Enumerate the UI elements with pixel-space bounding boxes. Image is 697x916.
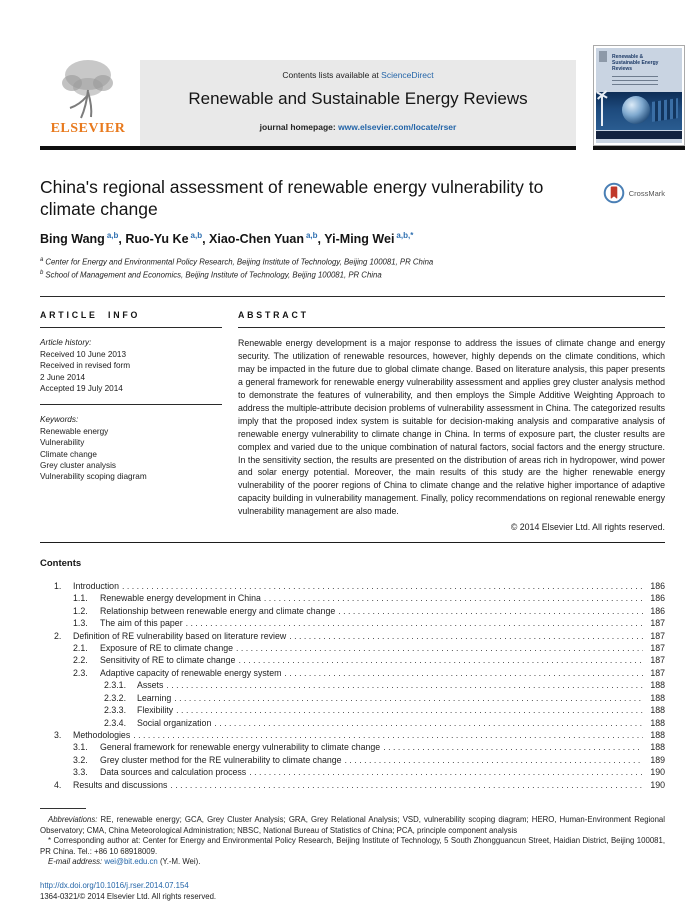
toc-label: General framework for renewable energy vulnerability to climate change bbox=[100, 742, 381, 753]
crossmark-icon bbox=[603, 182, 625, 204]
toc-number: 3. bbox=[54, 729, 62, 740]
toc-number: 2.2. bbox=[73, 655, 88, 666]
toc-number: 2.1. bbox=[73, 643, 88, 654]
toc-number: 1.2. bbox=[73, 605, 88, 616]
toc-dot-leader bbox=[174, 692, 643, 704]
keyword: Grey cluster analysis bbox=[40, 461, 116, 470]
article-history-label: Article history: bbox=[40, 338, 92, 348]
toc-entry[interactable] bbox=[40, 729, 665, 741]
email-link[interactable]: wei@bit.edu.cn bbox=[104, 857, 158, 867]
author: Ruo-Yu Ke $^{a,b}$, bbox=[125, 231, 210, 247]
toc-label: Exposure of RE to climate change bbox=[100, 643, 234, 654]
contents-heading: Contents bbox=[40, 558, 82, 570]
author-line bbox=[40, 231, 665, 246]
cover-journal-title: Renewable & Sustainable Energy Reviews bbox=[612, 54, 659, 72]
toc-dot-leader bbox=[338, 605, 643, 617]
affiliation: $^b$ School of Management and Economics, Beijing Institute of Technology, Beijing 100081, PR China bbox=[40, 270, 382, 280]
toc-label: Data sources and calculation process bbox=[100, 767, 247, 778]
toc-page: 190 bbox=[650, 779, 665, 790]
toc-label: Methodologies bbox=[73, 729, 131, 740]
history-line: Received in revised form bbox=[40, 361, 131, 371]
toc-label: Renewable energy development in China bbox=[100, 593, 261, 604]
history-line: Received 10 June 2013 bbox=[40, 349, 127, 359]
article-info-column bbox=[40, 310, 222, 532]
toc-entry[interactable] bbox=[40, 605, 665, 617]
toc-number: 1. bbox=[54, 581, 62, 592]
toc-label: Definition of RE vulnerability based on literature review bbox=[73, 630, 287, 641]
toc-page: 186 bbox=[650, 605, 665, 616]
author-affiliation-sup: a,b bbox=[106, 231, 119, 240]
toc-page: 188 bbox=[650, 717, 665, 728]
journal-cover-thumbnail bbox=[593, 45, 685, 146]
author: Bing Wang $^{a,b}$, bbox=[40, 231, 126, 247]
toc-entry[interactable] bbox=[40, 679, 665, 691]
toc-dot-leader bbox=[238, 654, 643, 666]
toc-dot-leader bbox=[289, 630, 643, 642]
toc-dot-leader bbox=[176, 704, 643, 716]
toc-page: 188 bbox=[650, 692, 665, 703]
crossmark-badge[interactable] bbox=[603, 182, 665, 204]
abbreviations-label: Abbreviations: bbox=[48, 814, 98, 824]
history-line: Accepted 19 July 2014 bbox=[40, 383, 123, 393]
elsevier-logo bbox=[40, 56, 136, 146]
toc-page: 187 bbox=[650, 630, 665, 641]
toc-dot-leader bbox=[122, 580, 643, 592]
affiliation: $^a$ Center for Energy and Environmental Policy Research, Beijing Institute of Technology, Beijing 100081, PR China bbox=[40, 257, 434, 267]
toc-number: 3.2. bbox=[73, 754, 88, 765]
toc-number: 3.1. bbox=[73, 742, 88, 753]
footnote-rule bbox=[40, 808, 86, 809]
toc-label: Sensitivity of RE to climate change bbox=[100, 655, 236, 666]
toc-entry[interactable] bbox=[40, 580, 665, 592]
corresponding-author-note: * Corresponding author at: Center for Energy and Environmental Policy Research, Beijing Institute of Technology, 5 South Zhongguancun Street, Haidian District, Beijing 100081, PR China. Tel.: +86 10 68918009. bbox=[40, 836, 665, 856]
history-line: 2 June 2014 bbox=[40, 372, 86, 382]
abstract-text: Renewable energy development is a major response to address the issues of climate change and energy security. The utilization of renewable resources, however, highly depends on the climate conditions, which may be impacted in the future due to global climate change. Based on literature analysis, this paper presents a general framework for renewable energy vulnerability assessment and applies grey cluster analysis method to demonstrate the features of vulnerability, and then employs the Simple Additive Weighting Approach to address the multiple-attribute decision problems of vulnerability assessment in China. The categorized results imply that the proposed index system is suitable for decision-making analysis and comparative analysis of renewable energy vulnerability to climate change in China. In terms of exposure part, the cluster results are complex and varied due to the unique combination of natural factors, social factors and the energy structure. In the sensitivity section, the results are presented on the distribution of areas rich in hydropower, wind power and solar energy potential. Moreover, the main results of this study are the higher renewable energy vulnerability of the poorer regions of China to climate change and the relative higher importance of adaptive capacity building in vulnerability management. Finally, policy recommendations on regional renewable energy vulnerability management are also made. bbox=[238, 338, 665, 517]
toc-label: Social organization bbox=[137, 717, 212, 728]
contents-available-line bbox=[140, 60, 576, 80]
toc-page: 188 bbox=[650, 729, 665, 740]
author-affiliation-sup: a,b bbox=[305, 231, 318, 240]
journal-homepage-link[interactable]: www.elsevier.com/locate/rser bbox=[338, 122, 457, 132]
toc-entry[interactable] bbox=[40, 779, 665, 791]
toc-number: 3.3. bbox=[73, 767, 88, 778]
toc-entry[interactable] bbox=[40, 717, 665, 729]
toc-number: 2. bbox=[54, 630, 62, 641]
email-label: E-mail address: bbox=[48, 857, 103, 867]
email-note bbox=[40, 857, 665, 868]
journal-homepage-line bbox=[140, 122, 576, 132]
toc-label: Assets bbox=[137, 680, 164, 691]
abbreviations-note bbox=[40, 815, 665, 836]
article-info-heading: ARTICLE INFO bbox=[40, 310, 141, 321]
toc-entry[interactable] bbox=[40, 654, 665, 666]
abstract-column bbox=[238, 310, 665, 532]
toc-dot-leader bbox=[166, 679, 643, 691]
toc-entry[interactable] bbox=[40, 692, 665, 704]
cover-elsevier-mark bbox=[599, 51, 607, 62]
toc-entry[interactable] bbox=[40, 630, 665, 642]
toc-dot-leader bbox=[214, 717, 643, 729]
keyword: Climate change bbox=[40, 449, 97, 459]
table-of-contents bbox=[40, 580, 665, 791]
toc-label: The aim of this paper bbox=[100, 618, 183, 629]
abstract-bottom-rule bbox=[40, 542, 665, 543]
contents-available-prefix: Contents lists available at bbox=[282, 70, 382, 80]
toc-dot-leader bbox=[383, 741, 643, 753]
solar-panel-graphic bbox=[652, 98, 678, 122]
keywords-rule bbox=[40, 404, 222, 405]
article-title: China's regional assessment of renewable energy vulnerability to climate change bbox=[40, 177, 544, 219]
toc-number: 1.1. bbox=[73, 593, 88, 604]
article-content bbox=[40, 176, 665, 902]
cover-bottom-band bbox=[596, 131, 682, 139]
toc-dot-leader bbox=[249, 766, 643, 778]
doi-link[interactable]: http://dx.doi.org/10.1016/j.rser.2014.07.154 bbox=[40, 880, 189, 890]
journal-cover-art bbox=[596, 48, 682, 143]
author: Xiao-Chen Yuan $^{a,b}$, bbox=[209, 231, 325, 247]
abstract-rule bbox=[238, 327, 665, 328]
toc-entry[interactable] bbox=[40, 754, 665, 766]
toc-entry[interactable] bbox=[40, 704, 665, 716]
abstract-heading: ABSTRACT bbox=[238, 310, 309, 321]
elsevier-tree-icon bbox=[57, 56, 119, 120]
article-info-rule bbox=[40, 327, 222, 328]
toc-dot-leader bbox=[345, 754, 643, 766]
toc-page: 186 bbox=[650, 581, 665, 592]
header-divider-bar-right bbox=[593, 146, 685, 150]
toc-number: 2.3.4. bbox=[104, 717, 127, 728]
toc-page: 188 bbox=[650, 680, 665, 691]
cover-editor-lines bbox=[612, 76, 658, 88]
cover-photo bbox=[596, 92, 682, 130]
toc-page: 188 bbox=[650, 742, 665, 753]
journal-title: Renewable and Sustainable Energy Reviews bbox=[188, 89, 528, 108]
toc-number: 2.3.2. bbox=[104, 692, 127, 703]
toc-entry[interactable] bbox=[40, 766, 665, 778]
toc-label: Adaptive capacity of renewable energy system bbox=[100, 667, 282, 678]
author-affiliation-sup: a,b,* bbox=[396, 231, 414, 240]
keyword: Renewable energy bbox=[40, 426, 109, 436]
toc-dot-leader bbox=[264, 592, 643, 604]
affiliations bbox=[40, 255, 665, 281]
toc-dot-leader bbox=[170, 779, 643, 791]
toc-label: Learning bbox=[137, 692, 172, 703]
abbreviations-text: RE, renewable energy; GCA, Grey Cluster Analysis; GRA, Grey Relational Analysis; VSD, vulnerability scoping diagram; HERO, Human-Environment Regional Observatory; CMA, China Meteorological Administration; NBSC, National Bureau of Statistics of China; PCA, principle component analysis bbox=[40, 814, 665, 835]
toc-entry[interactable] bbox=[40, 741, 665, 753]
toc-label: Results and discussions bbox=[73, 779, 168, 790]
sciencedirect-link[interactable]: ScienceDirect bbox=[381, 70, 434, 80]
toc-dot-leader bbox=[284, 667, 643, 679]
email-suffix: (Y.-M. Wei). bbox=[157, 857, 201, 867]
keyword: Vulnerability bbox=[40, 438, 85, 448]
toc-dot-leader bbox=[236, 642, 643, 654]
issn-copyright-line: 1364-0321/© 2014 Elsevier Ltd. All rights reserved. bbox=[40, 891, 217, 901]
toc-number: 4. bbox=[54, 779, 62, 790]
toc-entry[interactable] bbox=[40, 592, 665, 604]
toc-label: Introduction bbox=[73, 581, 119, 592]
author: Yi-Ming Wei $^{a,b,*}$ bbox=[324, 231, 414, 247]
homepage-prefix: journal homepage: bbox=[259, 122, 339, 132]
toc-page: 187 bbox=[650, 618, 665, 629]
wind-turbine-graphic bbox=[601, 96, 603, 126]
footnotes bbox=[40, 808, 665, 868]
copyright-line: © 2014 Elsevier Ltd. All rights reserved. bbox=[510, 522, 665, 533]
author-affiliation-sup: a,b bbox=[190, 231, 203, 240]
toc-dot-leader bbox=[133, 729, 643, 741]
toc-number: 2.3.3. bbox=[104, 705, 127, 716]
header-divider-bar bbox=[40, 146, 576, 150]
keyword: Vulnerability scoping diagram bbox=[40, 472, 147, 482]
toc-number: 2.3.1. bbox=[104, 680, 127, 691]
toc-page: 187 bbox=[650, 667, 665, 678]
toc-entry[interactable] bbox=[40, 667, 665, 679]
toc-label: Flexibility bbox=[137, 705, 174, 716]
toc-entry[interactable] bbox=[40, 642, 665, 654]
crossmark-label: CrossMark bbox=[628, 188, 665, 198]
toc-page: 189 bbox=[650, 754, 665, 765]
toc-number: 2.3. bbox=[73, 667, 88, 678]
elsevier-wordmark: ELSEVIER bbox=[50, 121, 126, 136]
toc-page: 187 bbox=[650, 655, 665, 666]
toc-page: 186 bbox=[650, 593, 665, 604]
toc-page: 188 bbox=[650, 705, 665, 716]
journal-header-band bbox=[140, 60, 576, 146]
toc-page: 187 bbox=[650, 643, 665, 654]
toc-page: 190 bbox=[650, 767, 665, 778]
toc-label: Grey cluster method for the RE vulnerability to climate change bbox=[100, 754, 342, 765]
toc-entry[interactable] bbox=[40, 617, 665, 629]
toc-label: Relationship between renewable energy and climate change bbox=[100, 605, 336, 616]
earth-globe-graphic bbox=[622, 96, 650, 124]
keywords-label: Keywords: bbox=[40, 415, 79, 425]
toc-number: 1.3. bbox=[73, 618, 88, 629]
toc-dot-leader bbox=[186, 617, 643, 629]
